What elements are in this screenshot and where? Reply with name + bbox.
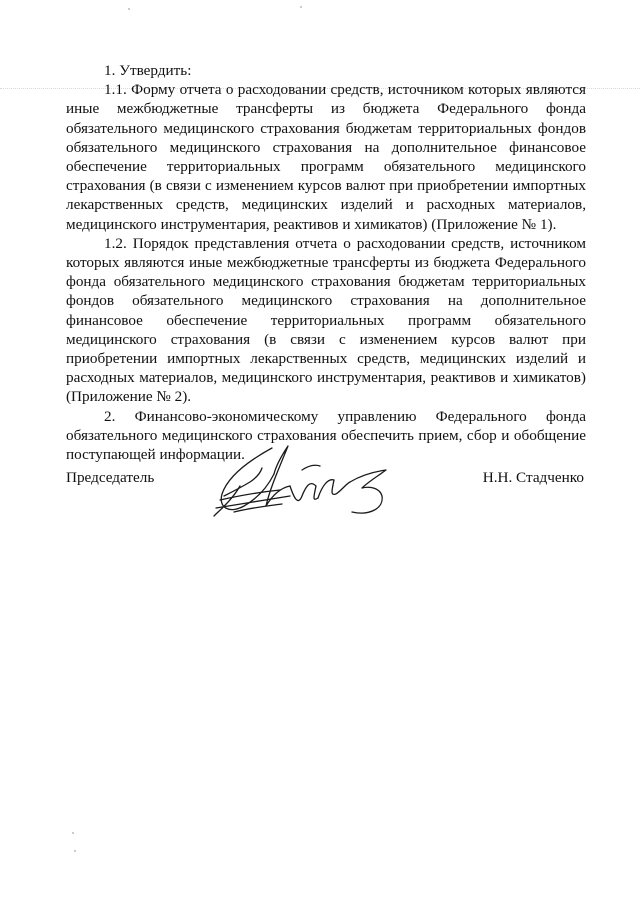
paragraph-1-2: 1.2. Порядок представления отчета о расходовании средств, источником которых являются иные межбюджетные трансферты из бюджета Федерального фонда обязательного медицинского страхования бюджетам территориальных фондов обязательного медицинского страхования на дополнительное финансовое обеспечение территориальных программ обязательного медицинского страхования (в связи с изменением курсов валют при приобретении импортных лекарственных средств, медицинских изделий и расходных материалов, медицинского инструментария, реактивов и химикатов) (Приложение № 2).	[66, 234, 586, 406]
scan-speck	[72, 832, 74, 834]
document-body	[66, 61, 586, 464]
signer-name: Н.Н. Стадченко	[482, 469, 584, 486]
scan-speck	[128, 8, 130, 10]
scan-speck	[74, 850, 76, 852]
signer-title: Председатель	[66, 469, 155, 486]
decision-heading: 1. Утвердить:	[104, 62, 192, 79]
scan-speck	[300, 6, 302, 8]
handwritten-signature	[210, 436, 410, 546]
paragraph-2: 2. Финансово-экономическому управлению Федерального фонда обязательного медицинского страхования обеспечить прием, сбор и обобщение поступающей информации.	[66, 407, 586, 464]
paragraph-1-1: 1.1. Форму отчета о расходовании средств, источником которых являются иные межбюджетные трансферты из бюджета Федерального фонда обязательного медицинского страхования бюджетам территориальных фондов обязательного медицинского страхования на дополнительное финансовое обеспечение территориальных программ обязательного медицинского страхования (в связи с изменением курсов валют при приобретении импортных лекарственных средств, медицинских изделий и расходных материалов, медицинского инструментария, реактивов и химикатов) (Приложение № 1).	[66, 81, 586, 233]
